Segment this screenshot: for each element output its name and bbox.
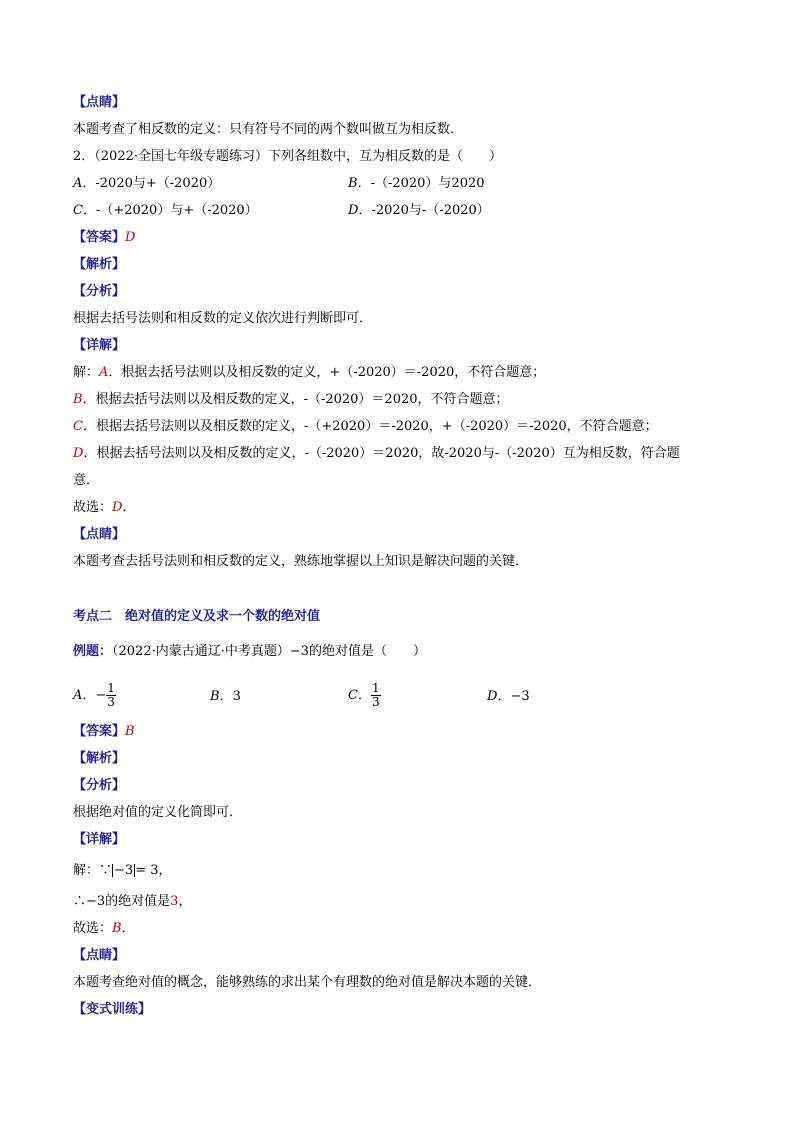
example-jiexi-label: 【解析】 <box>73 751 126 766</box>
example-option-a <box>73 682 116 709</box>
q2-choose-prefix: 故选： <box>73 500 113 515</box>
example-dianjing-label: 【点睛】 <box>73 948 126 963</box>
example-option-b-text: ．3 <box>219 689 241 704</box>
section-2-heading: 考点二 绝对值的定义及求一个数的绝对值 <box>73 609 321 624</box>
q2-detail-d-cont: 意． <box>73 473 100 488</box>
q2-option-d-text: ．-2020与-（-2020） <box>358 203 490 218</box>
example-choose-prefix: 故选： <box>73 921 113 936</box>
q2-detail-c-text: ．根据去括号法则以及相反数的定义，-（+2020）＝-2020，+（-2020）＝-2020，不符合题意； <box>82 419 658 434</box>
q2-detail-a-letter: A <box>99 365 109 380</box>
q2-choose-value: D <box>112 500 123 515</box>
example-dianjing-text: 本题考查绝对值的概念，能够熟练的求出某个有理数的绝对值是解决本题的关键． <box>73 975 542 990</box>
fraction-denominator: 3 <box>107 695 115 709</box>
example-option-d-letter: D <box>487 689 498 704</box>
q2-detail-a <box>73 364 545 382</box>
q2-detail-b <box>73 391 509 409</box>
example-answer-value: B <box>125 724 135 739</box>
example-stem <box>73 643 426 661</box>
example-step-1-suffix: = 3， <box>135 863 172 878</box>
q2-choose-suffix: ． <box>122 500 136 515</box>
example-option-b-letter: B <box>210 689 220 704</box>
q2-dianjing-label: 【点睛】 <box>73 527 126 542</box>
q2-jiexi-label: 【解析】 <box>73 257 126 272</box>
example-choose-value: B <box>112 921 122 936</box>
example-option-c <box>348 682 381 709</box>
q2-detail-d-text: ．根据去括号法则以及相反数的定义，-（-2020）＝2020，故-2020与-（-2020）互为相反数，符合题 <box>83 446 680 461</box>
example-option-b <box>210 688 241 706</box>
q2-detail-c <box>73 418 658 436</box>
example-answer <box>73 723 135 741</box>
fraction-numerator: 1 <box>107 681 115 695</box>
example-label: 例题： <box>73 644 113 659</box>
q2-detail-a-prefix: 解： <box>73 365 100 380</box>
training-label: 【变式训练】 <box>73 1002 152 1017</box>
q2-fenxi-label: 【分析】 <box>73 284 126 299</box>
q2-option-d-letter: D <box>348 203 359 218</box>
example-option-d <box>487 688 530 706</box>
fraction-numerator: 1 <box>371 681 380 695</box>
example-step-1-prefix: 解：∵ <box>73 863 113 878</box>
q2-option-a-letter: A <box>73 176 83 191</box>
example-step-2 <box>73 893 191 911</box>
q2-option-b <box>348 175 485 193</box>
q2-detail-b-text: ．根据去括号法则以及相反数的定义，-（-2020）＝2020，不符合题意； <box>82 392 509 407</box>
q2-detail-c-letter: C <box>73 419 83 434</box>
example-fenxi-text: 根据绝对值的定义化简即可． <box>73 805 243 820</box>
dianjing-label-1: 【点睛】 <box>73 95 126 110</box>
example-step-1 <box>73 862 171 880</box>
example-option-a-sep: ．− <box>82 688 107 703</box>
example-fenxi-label: 【分析】 <box>73 778 126 793</box>
example-option-c-fraction <box>371 682 381 709</box>
q2-option-c-letter: C <box>73 203 83 218</box>
example-option-d-text: ．−3 <box>497 689 530 704</box>
example-option-c-sep: ． <box>357 688 371 703</box>
q2-option-a <box>73 175 220 193</box>
q2-option-d <box>348 202 490 220</box>
example-step-2-suffix: ， <box>178 894 192 909</box>
q2-fenxi-text: 根据去括号法则和相反数的定义依次进行判断即可． <box>73 311 373 326</box>
q2-option-c-text: ．-（+2020）与+（-2020） <box>82 203 258 218</box>
example-option-a-fraction <box>106 682 116 709</box>
q2-option-c <box>73 202 258 220</box>
question-2-stem: 2．（2022·全国七年级专题练习）下列各组数中，互为相反数的是（ ） <box>73 149 502 164</box>
q2-detail-d <box>73 445 680 463</box>
example-choose <box>73 920 135 938</box>
q2-option-a-text: ．-2020与+（-2020） <box>82 176 221 191</box>
q2-xiangjie-label: 【详解】 <box>73 338 126 353</box>
example-step-2-value: 3 <box>170 894 179 909</box>
example-xiangjie-label: 【详解】 <box>73 832 126 847</box>
example-choose-suffix: ． <box>121 921 135 936</box>
dianjing-text-1: 本题考查了相反数的定义：只有符号不同的两个数叫做互为相反数． <box>73 122 464 137</box>
example-stem-text: （2022·内蒙古通辽·中考真题）−3的绝对值是（ ） <box>112 644 427 659</box>
example-option-c-letter: C <box>348 688 358 703</box>
example-step-2-prefix: ∴−3的绝对值是 <box>73 894 171 909</box>
example-answer-label: 【答案】 <box>73 724 126 739</box>
absolute-value-bars: −3 <box>114 863 134 878</box>
q2-option-b-text: ．-（-2020）与2020 <box>357 176 485 191</box>
q2-dianjing-text: 本题考查去括号法则和相反数的定义，熟练地掌握以上知识是解决问题的关键． <box>73 554 529 569</box>
q2-detail-b-letter: B <box>73 392 83 407</box>
q2-answer <box>73 229 135 247</box>
q2-detail-d-letter: D <box>73 446 84 461</box>
q2-detail-a-text: ．根据去括号法则以及相反数的定义，+（-2020）＝-2020，不符合题意； <box>108 365 546 380</box>
example-option-a-letter: A <box>73 688 83 703</box>
fraction-denominator: 3 <box>371 695 380 709</box>
q2-answer-value: D <box>125 230 136 245</box>
q2-option-b-letter: B <box>348 176 358 191</box>
q2-choose <box>73 499 135 517</box>
q2-answer-label: 【答案】 <box>73 230 126 245</box>
